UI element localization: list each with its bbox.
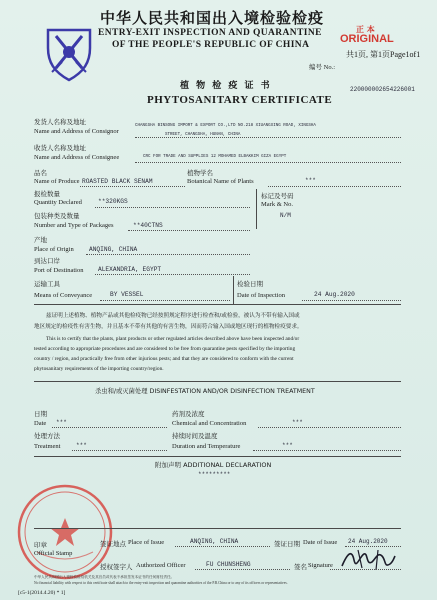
- produce-label: Name of Produce: [34, 178, 80, 185]
- place-of-issue-value: ANQING, CHINA: [190, 538, 239, 545]
- disinfestation-date-value: ***: [56, 419, 67, 426]
- cert-title-cn: 植 物 检 疫 证 书: [180, 81, 272, 91]
- treatment-label: Treatment: [34, 443, 61, 450]
- origin-label: Place of Origin: [34, 246, 74, 253]
- origin-value: ANQING, CHINA: [89, 246, 138, 253]
- disinfestation-date-label: Date: [34, 420, 47, 427]
- origin-label-cn: 产地: [34, 236, 47, 244]
- consignor-value-line-2: STREET, CHANGSHA, HUNAN, CHINA: [165, 133, 241, 137]
- original-stamp: ORIGINAL: [340, 33, 394, 45]
- duration-label-cn: 持续时间及温度: [172, 432, 218, 440]
- marks-value: N/M: [280, 212, 291, 219]
- place-of-issue-label: Place of Issue: [128, 539, 165, 546]
- duration-label: Duration and Temperature: [172, 443, 241, 450]
- quantity-label-cn: 报检数量: [34, 190, 60, 198]
- form-code: [c5-1(2014.4.20) * 1]: [18, 590, 66, 596]
- consignor-value-line-1: CHANGSHA BINSONG IMPORT & EXPORT CO.,LTD NO.218 XIUANGXING ROAD, XINGSHA: [135, 124, 316, 128]
- title-en-line-2: OF THE PEOPLE'S REPUBLIC OF CHINA: [112, 40, 310, 50]
- additional-declaration-value: *********: [198, 471, 231, 478]
- certificate-number: 220000002654226001: [350, 86, 415, 93]
- cert-title-en: PHYTOSANITARY CERTIFICATE: [147, 94, 333, 106]
- treatment-label-cn: 处理方法: [34, 432, 60, 440]
- quantity-label: Quantity Declared: [34, 199, 82, 206]
- statement-en-line-4: phytosanitary requirements of the importing country/region.: [34, 366, 164, 372]
- conveyance-label: Means of Conveyance: [34, 292, 93, 299]
- original-stamp-cn: 正 本: [356, 25, 375, 34]
- statement-en-line-1: This is to certify that the plants, plant products or other regulated articles described above have been inspected and/or: [46, 336, 300, 342]
- title-en-line-1: ENTRY-EXIT INSPECTION AND QUARANTINE: [98, 28, 322, 38]
- destination-label-cn: 到达口岸: [34, 257, 60, 265]
- packages-value: **40CTNS: [133, 222, 163, 229]
- destination-label: Port of Destination: [34, 267, 84, 274]
- botanical-label: Botanical Name of Plants: [187, 178, 254, 185]
- destination-value: ALEXANDRIA, EGYPT: [98, 266, 162, 273]
- authorized-officer-value: FU CHUNSHENG: [206, 561, 251, 568]
- seal-label-cn: 印章: [34, 541, 47, 549]
- chemical-value: ***: [292, 419, 303, 426]
- ciq-emblem-logo: [42, 22, 96, 84]
- botanical-value: ***: [305, 177, 316, 184]
- inspection-date-value: 24 Aug.2020: [314, 291, 355, 298]
- place-of-issue-label-cn: 签证地点: [100, 540, 126, 548]
- consignee-value: CRC FOR TRADE AND SUPPLIES 12 MOHAMED ELBAKKIM GIZA EGYPT: [143, 155, 287, 159]
- disclaimer-en: No financial liability with respect to this certificate shall attach to the entry-exit inspection and quarantine authorities of the P.R.China or to any of its officers or representatives.: [34, 581, 288, 585]
- signature-label-cn: 签名: [294, 563, 307, 571]
- consignor-label-cn: 发货人名称及地址: [34, 118, 86, 126]
- consignor-label: Name and Address of Consignor: [34, 128, 119, 135]
- inspection-date-label-cn: 检验日期: [237, 280, 263, 288]
- issue-date-label: Date of Issue: [303, 539, 338, 546]
- marks-label-cn: 标记及号码: [261, 192, 294, 200]
- disclaimer-cn: 中华人民共和国出入境检验检疫机关及其官员或代表不承担签发本证书的任何财经责任。: [34, 575, 175, 579]
- additional-declaration-title: 附加声明 ADDITIONAL DECLARATION: [155, 461, 272, 469]
- statement-en-line-2: tested according to appropriate procedures and are considered to be free from quarantine pests specified by the importing: [34, 346, 296, 352]
- consignee-label: Name and Address of Consignee: [34, 154, 120, 161]
- chemical-label-cn: 药剂及浓度: [172, 410, 205, 418]
- title-cn: 中华人民共和国出入境检验检疫: [100, 9, 325, 27]
- inspection-date-label: Date of Inspection: [237, 292, 286, 299]
- produce-value: ROASTED BLACK SENAM: [82, 178, 153, 185]
- marks-label: Mark & No.: [261, 201, 293, 208]
- packages-label: Number and Type of Packages: [34, 222, 114, 229]
- quantity-value: **320KGS: [98, 198, 128, 205]
- signature-label: Signature: [308, 562, 333, 569]
- duration-value: ***: [282, 442, 293, 449]
- conveyance-value: BY VESSEL: [110, 291, 144, 298]
- statement-en-line-3: country / region, and practically free from other injurious pests; and that they are considered to conform with the current: [34, 356, 294, 362]
- seal-label: Official Stamp: [34, 550, 73, 557]
- disinfestation-title: 杀虫和/或灭菌处理 DISINFESTATION AND/OR DISINFECTION TREATMENT: [95, 388, 315, 395]
- authorized-officer-label-cn: 授权签字人: [100, 563, 133, 571]
- botanical-label-cn: 植物学名: [187, 169, 213, 177]
- conveyance-label-cn: 运输工具: [34, 280, 60, 288]
- disinfestation-date-label-cn: 日期: [34, 410, 47, 418]
- treatment-value: ***: [76, 442, 87, 449]
- packages-label-cn: 包装种类及数量: [34, 212, 80, 220]
- issue-date-label-cn: 签证日期: [274, 540, 300, 548]
- statement-cn-line-2: 地区规定的检疫性有害生物，并且基本不带有其他的有害生物，因而符合输入国或地区现行的植物检疫要求。: [34, 324, 303, 330]
- produce-label-cn: 品名: [34, 169, 47, 177]
- consignee-label-cn: 收货人名称及地址: [34, 144, 86, 152]
- certificate-number-label: 编号 No.:: [309, 64, 335, 71]
- issue-date-value: 24 Aug.2020: [348, 538, 388, 545]
- authorized-officer-label: Authorized Officer: [136, 562, 186, 569]
- statement-cn-line-1: 兹证明上述植物、植物产品或其他检疫物已经按照规定程序进行检查和/或检验，被认为不带有输入国或: [46, 313, 300, 319]
- chemical-label: Chemical and Concentration: [172, 420, 247, 427]
- page-info: 共1页, 第1页Page1of1: [346, 50, 421, 59]
